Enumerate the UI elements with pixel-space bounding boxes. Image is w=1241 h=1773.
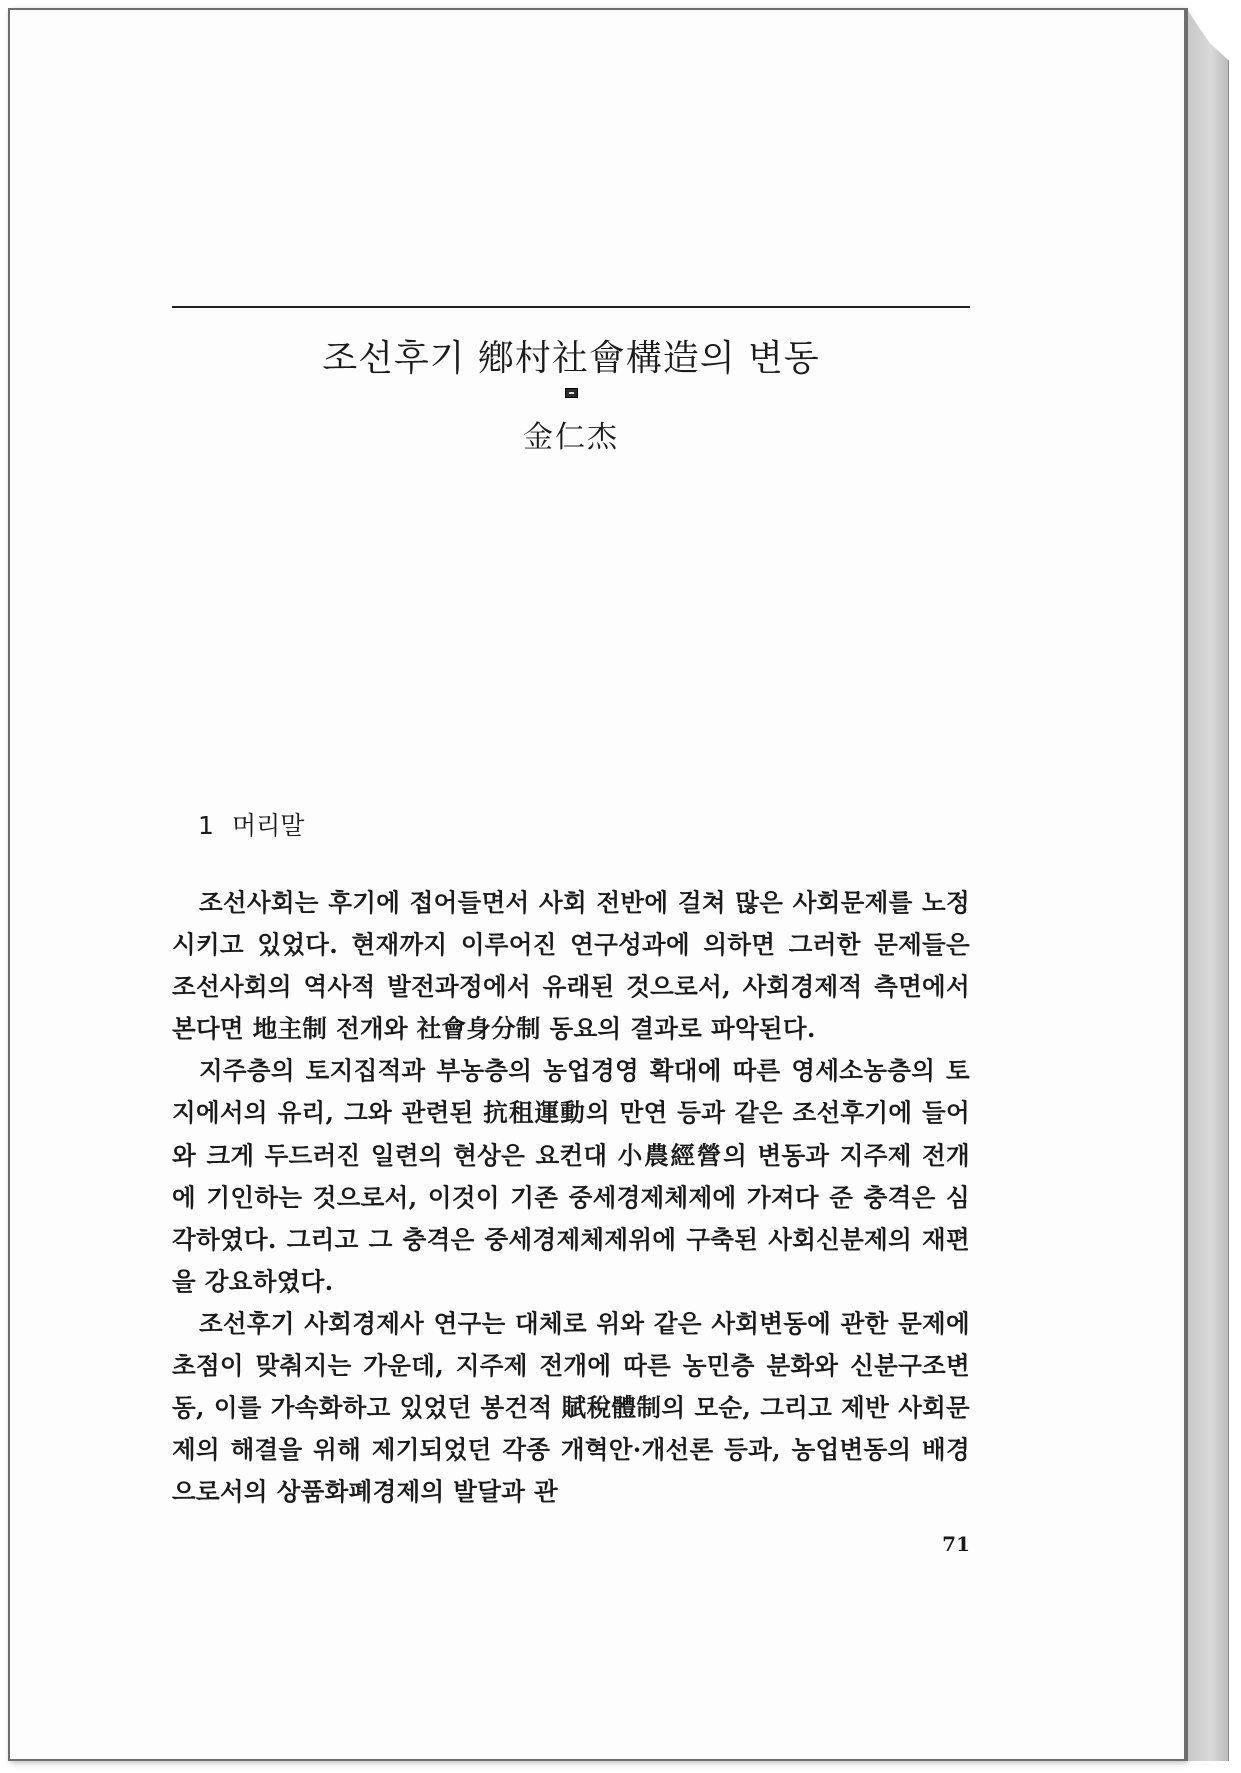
page-edge xyxy=(1186,8,1229,1761)
article-author: 金仁杰 xyxy=(523,420,619,455)
section-number: 1 xyxy=(198,811,214,840)
title-footnote-mark-icon xyxy=(565,388,578,398)
paragraph: 조선사회는 후기에 접어들면서 사회 전반에 걸쳐 많은 사회문제를 노정시키고 있었다. 현재까지 이루어진 연구성과에 의하면 그러한 문제들은 조선사회의 역사적 발전과정에서 유래된 것으로서, 사회경제적 측면에서 본다면 地主制 전개와 社會身分制 동요의 결과로 파악된다. xyxy=(172,888,970,1044)
paragraph: 지주층의 토지집적과 부농층의 농업경영 확대에 따른 영세소농층의 토지에서의 유리, 그와 관련된 抗租運動의 만연 등과 같은 조선후기에 들어와 크게 두드러진 일련의 현상은 요컨대 小農經營의 변동과 지주제 전개에 기인하는 것으로서, 이것이 기존 중세경제체제에 가져다 준 충격은 심각하였다. 그리고 그 충격은 중세경제체제위에 구축된 사회신분제의 재편을 강요하였다. xyxy=(172,1056,970,1296)
article-title: 조선후기 鄕村社會構造의 변동 xyxy=(322,338,820,379)
section-heading xyxy=(198,806,304,842)
page-number: 71 xyxy=(942,1532,970,1556)
body-text xyxy=(172,882,970,1513)
section-title: 머리말 xyxy=(232,811,305,840)
paragraph: 조선후기 사회경제사 연구는 대체로 위와 같은 사회변동에 관한 문제에 초점이 맞춰지는 가운데, 지주제 전개에 따른 농민층 분화와 신분구조변동, 이를 가속화하고 있었던 봉건적 賦稅體制의 모순, 그리고 제반 사회문제의 해결을 위해 제기되었던 각종 개혁안·개선론 등과, 농업변동의 배경으로서의 상품화폐경제의 발달과 관 xyxy=(172,1308,970,1507)
title-rule xyxy=(172,306,970,308)
page-edge-border xyxy=(1186,8,1188,1761)
